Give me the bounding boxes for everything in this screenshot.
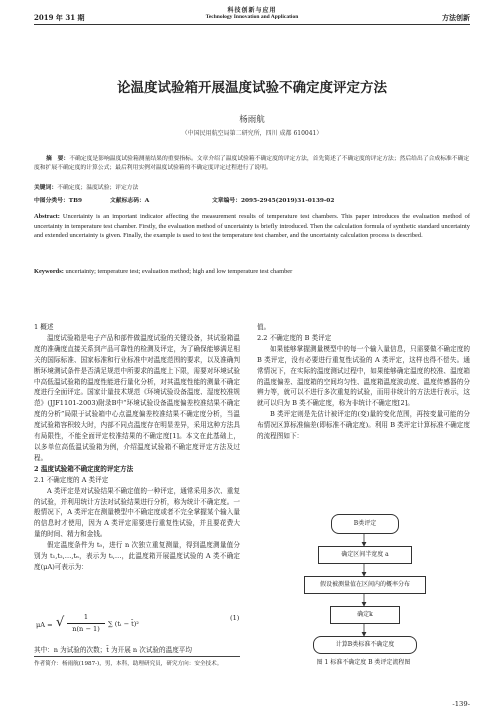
paragraph: 其中：n 为试验的次数；t̄ 为开展 n 次试验的温度平均 (34, 646, 192, 654)
journal-name-en: Technology Innovation and Application (205, 14, 299, 20)
issue-label: 2019 年 31 期 (34, 13, 85, 22)
left-column (34, 322, 240, 573)
subsection-2-1-heading: 2.1 不确定度的 A 类评定 (34, 475, 109, 484)
flow-step: 确定区间半宽度 a (318, 546, 412, 564)
keywords-cn-label: 关键词： (34, 185, 58, 191)
header-rule (34, 24, 470, 25)
keywords-cn-text: 不确定度；温度试验；评定方法 (57, 185, 139, 191)
keywords-cn (34, 184, 138, 193)
sum-expression: ∑ (tᵢ − t̄)² (108, 620, 139, 628)
journal-name-cn: 科技创新与应用 (227, 7, 277, 14)
flow-step: 假设被测量值在区间内的概率分布 (304, 576, 426, 594)
author-footnote: 作者简介：杨雨航(1987-)，男，本科，助理研究员，研究方向：安全技术。 (34, 661, 223, 667)
figure-caption: 图 1 标准不确定度 B 类评定流程图 (316, 659, 411, 666)
clc-number: 中图分类号：TB9 (34, 198, 83, 204)
section-2-heading: 2 温度试验箱不确定度的评定方法 (34, 464, 134, 473)
author-affiliation: （中国民用航空局第二研究所，四川 成都 610041） (181, 130, 323, 137)
fraction-denominator: n(n − 1) (72, 625, 100, 633)
sqrt-sign: √ (56, 615, 65, 630)
keywords-en-label: Keywords: (34, 268, 64, 275)
paragraph: B 类评定则是先估计被评定的(变)量的变化范围，再按变量可能的分布情况区算标准偏差(即标准不确定度)。利用 B 类评定计算标准不确定度的流程图如下： (257, 410, 470, 441)
abstract-cn (34, 155, 470, 173)
paragraph: 如果能够掌握测量模型中的每一个输入量信息，只需要做不确定度的 B 类评定，没有必要进行重复性试验的 A 类评定，这样也得不偿失。通常情况下，在实际的温度测试过程中，如果能够确定温度的校准、温度箱的温度偏差、温度箱的空间均匀性、温度箱温度波动度、温度传感器的分辨力等，就可以不进行多次重复的试验，而用非统计的方法进行表示，这就可以归为 B 类不确定度，称为非统计不确定度[2]。 (257, 344, 470, 408)
document-code: 文献标志码：A (110, 198, 150, 204)
article-title: 论温度试验箱开展温度试验不确定度评定方法 (117, 80, 387, 96)
paragraph: A 类评定是对试验结果不确定值的一种评定，通常采用多次、重复的试验，并利用统计方法对试验结果进行分析，称为统计不确定度。一般情况下，A 类评定在测量模型中不确定度或者不完全掌握某个输入量的信息时才使用，因为 A 类评定需要进行重复性试验，并且要花费大量的时间、精力和金钱。 (34, 486, 240, 539)
keywords-en-text: uncertainty; temperature test; evaluation method; high and low temperature test chamber (65, 268, 293, 275)
flow-step: 确定k (330, 606, 400, 624)
subsection-2-2-heading: 2.2 不确定度的 B 类评定 (257, 333, 332, 342)
right-column (257, 322, 470, 442)
paragraph: 温度试验箱是电子产品和部件做温度试验的关键设备，其试验箱温度的准确度直接关系到产品可靠性的检测及评定，为了确保能够满足相关的国际标准、国家标准和行业标准中对温度范围的要求，以及准确判断环境测试条件是否满足规范中所要求的温度上下限，需要对环境试验中高低温试验箱的温度性能进行量化分析，对其温度性能的测量不确定度进行全面评定。国家计量技术规范《环境试验设备温度、湿度校准规范》(JJF1101-2003)附录B中“环境试验设备温度偏差校准结果不确定度的分析”局限于试验箱中心点温度偏差校准结果不确定度分析，当温度试验箱容积较大时，内部不同点温度存在明显差异，采用这种方法具有局限性，不能全面评定校准结果的不确定度[1]。本文在此基础上，以多单位高低温试验箱为例，介绍温度试验箱不确定度评定方法及过程。 (34, 333, 240, 462)
author-name: 杨雨航 (239, 115, 265, 125)
equation-1 (34, 611, 240, 641)
page-number: -139- (452, 700, 470, 708)
abstract-en-label: Abstract: (34, 213, 60, 220)
abstract-cn-label: 摘 要： (46, 156, 70, 162)
abstract-en (34, 212, 470, 241)
abstract-en-text: Uncertainty is an important indicator affecting the measurement results of temperature test chambers. This paper introduces the evaluation method of uncertainty in temperature test chamber. Firstly, the evaluation method of uncertainty is briefly introduced. Then the calculation formula of synthetic standard uncertainty and extended uncertainty is given. Finally, the example is used to test the temperature test chamber, and the uncertainty calculation process is described. (34, 213, 470, 240)
article-number: 文章编号：2095-2945(2019)31-0139-02 (212, 198, 335, 204)
flow-step-end: 计算B类标准不确定度 (313, 636, 417, 654)
footnote-rule (34, 656, 240, 657)
equation-number: (1) (230, 614, 240, 622)
section-1-heading: 1 概述 (34, 323, 54, 331)
section-label: 方法创新 (442, 13, 470, 22)
fraction-numerator: 1 (83, 613, 89, 621)
flow-step-start: B类评定 (331, 514, 399, 534)
keywords-en (34, 268, 470, 275)
fraction-bar (67, 623, 105, 624)
equation-lhs: μA = (36, 621, 53, 629)
paragraph-continued: 值。 (257, 323, 271, 331)
abstract-cn-text: 不确定度是影响温度试验箱测量结果的重要指标。文章介绍了温度试验箱不确定度的评定方法，首先简述了不确定度的评定方法；然后给出了合成标准不确定度和扩展不确定度的计算公式；最后利用实例对温度试验箱的不确定度评定过程进行了说明。 (34, 156, 470, 172)
paragraph: 假定温度条件为 t₀，进行 n 次独立重复测量，得到温度测量值分别为 t₁,t₂,…,tₙ，表示为 tᵢ,…，此温度箱开展温度试验的 A 类不确定度(μA)可表示为： (34, 541, 240, 571)
